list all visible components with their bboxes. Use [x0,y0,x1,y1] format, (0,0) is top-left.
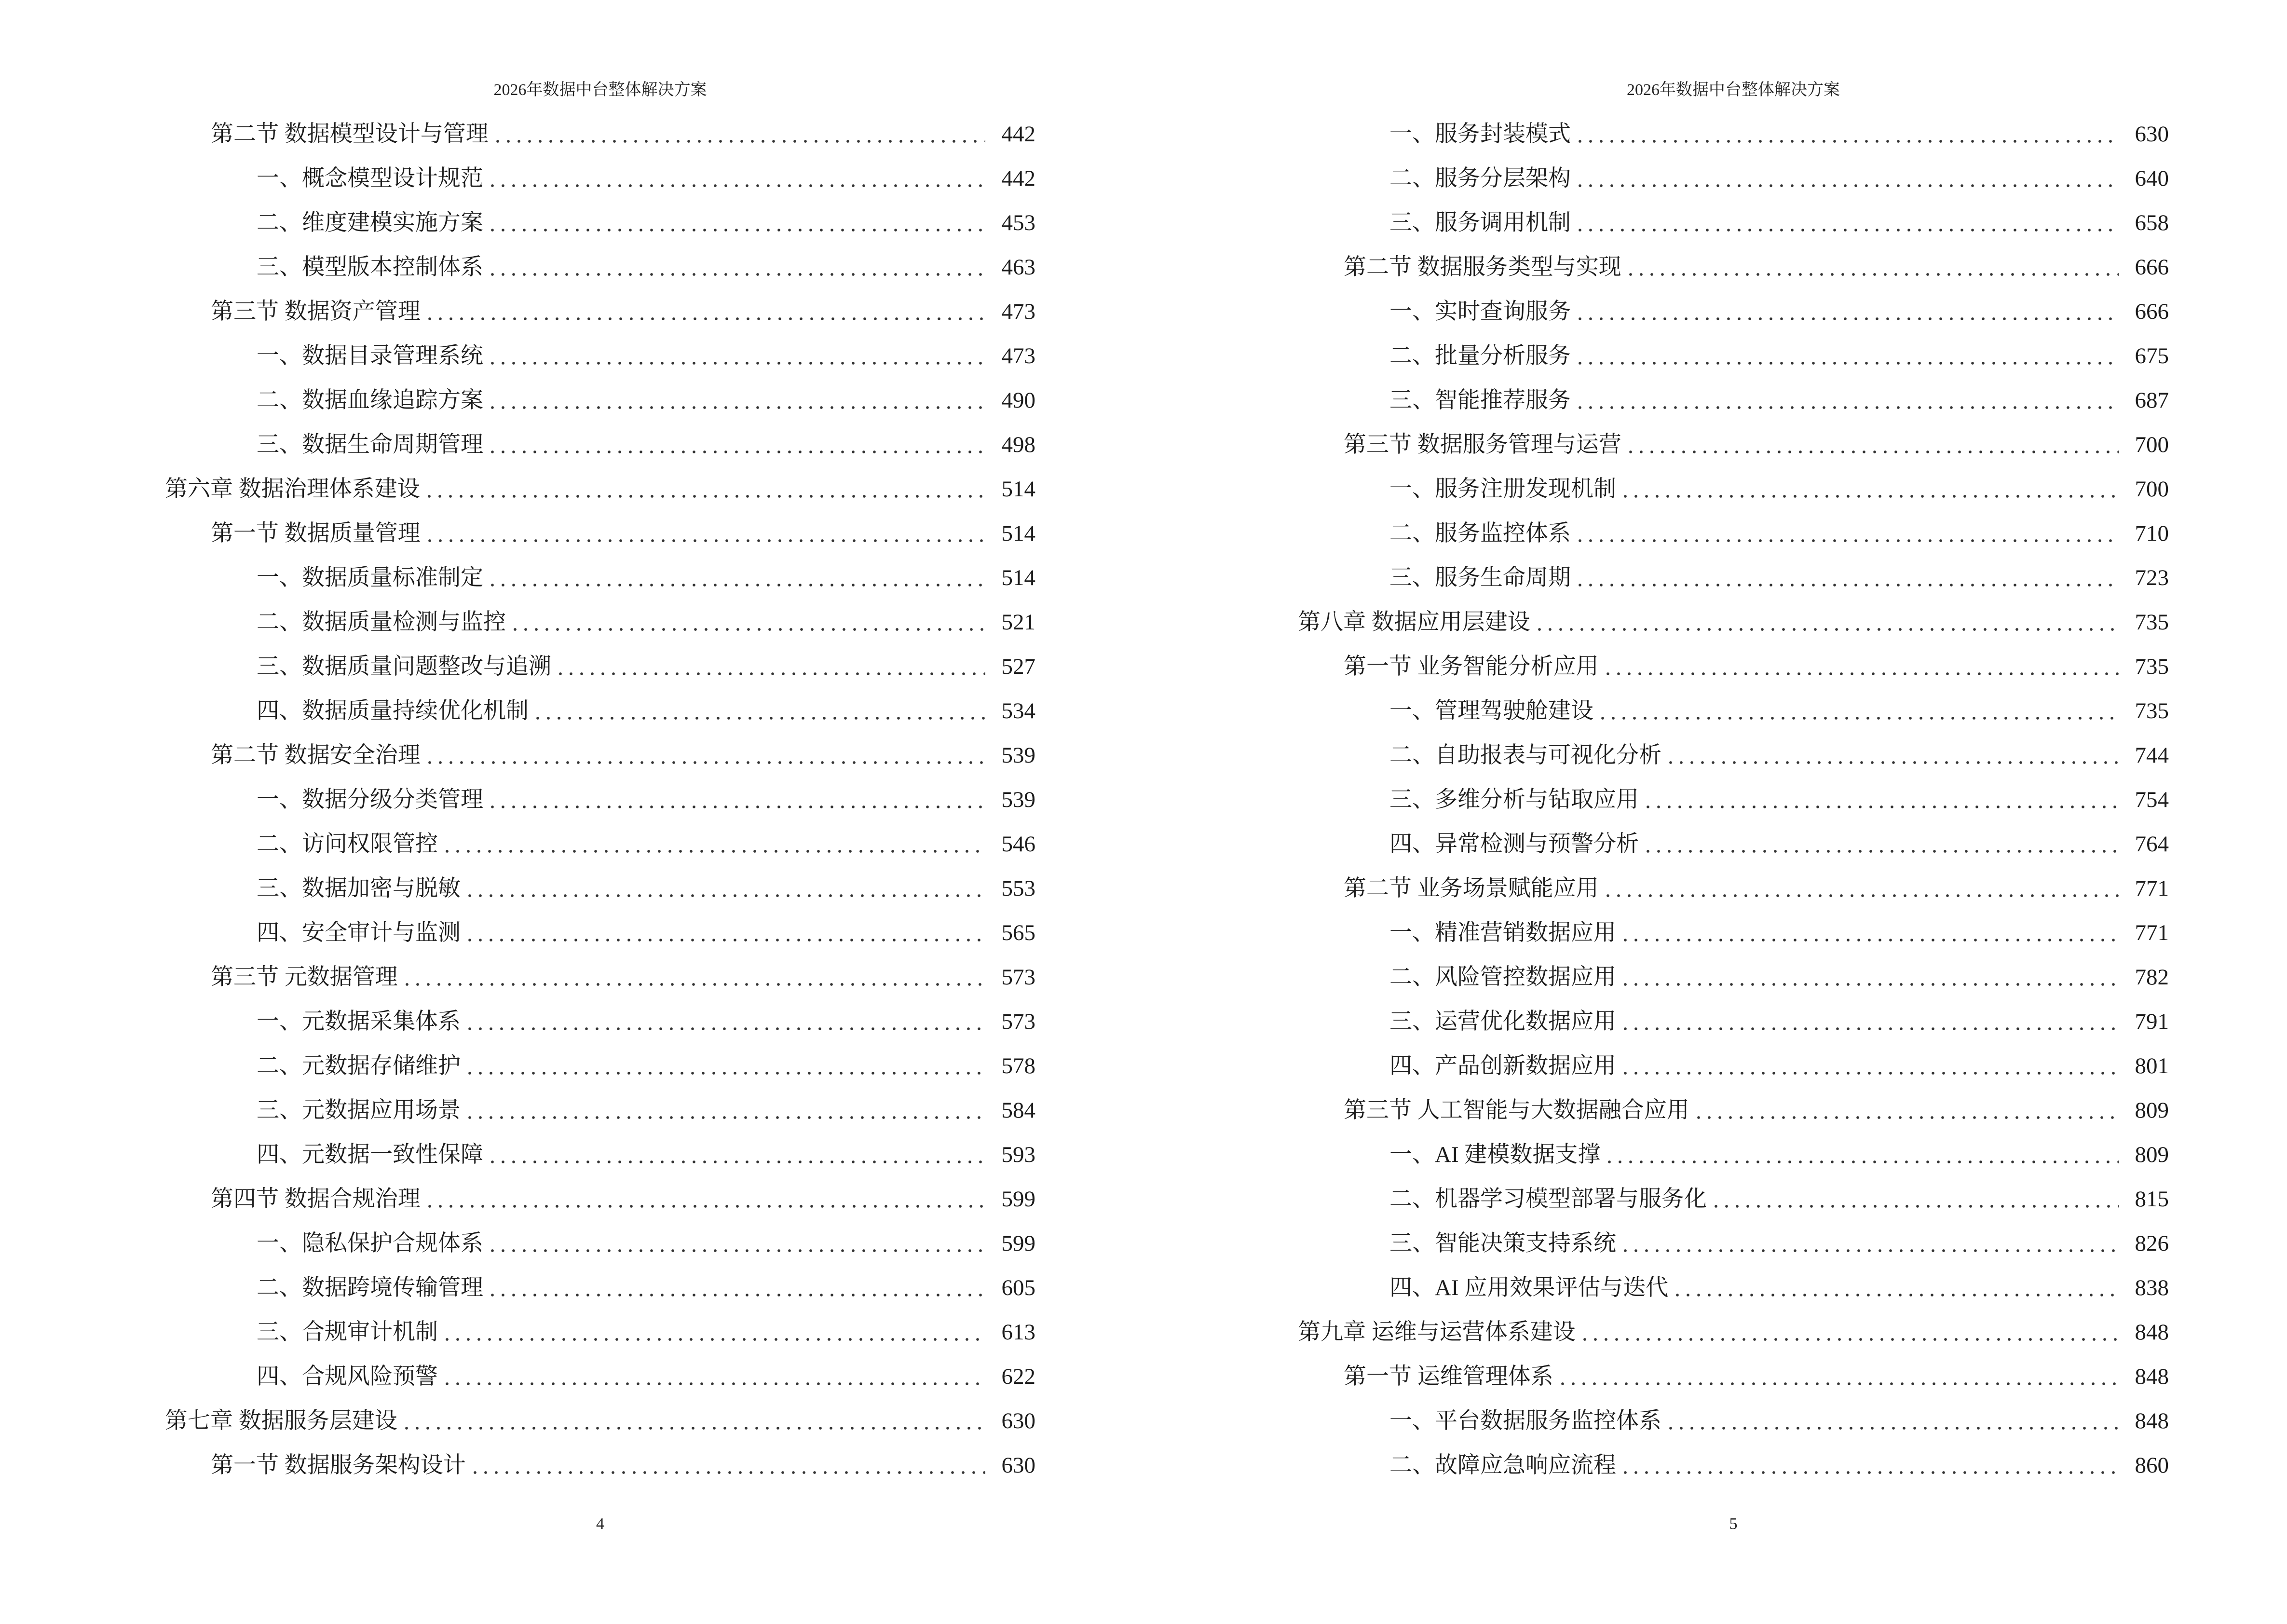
toc-entry-label: 三、模型版本控制体系 [257,255,483,280]
toc-dot-leader [491,156,985,201]
toc-dot-leader [536,689,985,733]
toc-entry [165,378,1035,423]
toc-entry-label: 三、运营优化数据应用 [1389,1009,1616,1034]
toc-entry-page-number: 546 [1001,832,1035,857]
toc-dot-leader [1629,423,2119,467]
toc-entry-label: 三、服务调用机制 [1389,210,1571,235]
toc-dot-leader [491,1133,985,1177]
toc-entry-label: 四、安全审计与监测 [257,920,461,945]
toc-entry-page-number: 687 [2135,388,2169,413]
running-header: 2026年数据中台整体解决方案 [493,81,707,99]
toc-entry [1298,156,2169,201]
toc-entry-page-number: 565 [1001,920,1035,945]
toc-dot-leader [1583,1310,2119,1354]
toc-entry [165,911,1035,955]
toc-dot-leader [1624,955,2119,999]
toc-dot-leader [1647,778,2119,822]
toc-entry [165,1310,1035,1354]
toc-dot-leader [491,423,985,467]
toc-dot-leader [1697,1088,2119,1133]
toc-entry [1298,112,2169,156]
toc-entry [165,955,1035,999]
toc-entry [165,1044,1035,1088]
toc-entry-page-number: 630 [1001,1408,1035,1433]
toc-dot-leader [1624,1443,2119,1488]
toc-entry-page-number: 640 [2135,166,2169,191]
toc-entry-label: 一、隐私保护合规体系 [257,1231,483,1256]
toc-entry [165,644,1035,689]
toc-entry-page-number: 735 [2135,610,2169,635]
toc-entry [165,822,1035,866]
toc-entry-page-number: 809 [2135,1098,2169,1123]
toc-dot-leader [559,644,985,689]
toc-entry-label: 第二节 数据安全治理 [211,743,421,768]
toc-entry-page-number: 521 [1001,610,1035,635]
toc-dot-leader [428,733,985,778]
toc-entry [1298,378,2169,423]
toc-entry-label: 二、元数据存储维护 [257,1053,461,1078]
toc-entry-label: 三、数据加密与脱敏 [257,876,461,901]
toc-entry-label: 二、访问权限管控 [257,832,438,857]
toc-entry-page-number: 622 [1001,1364,1035,1389]
toc-dot-leader [1624,999,2119,1044]
toc-dot-leader [1601,689,2119,733]
toc-entry [1298,1088,2169,1133]
page-number-footer: 4 [596,1515,604,1533]
toc-entry-label: 三、服务生命周期 [1389,565,1571,590]
toc-entry [1298,1266,2169,1310]
toc-dot-leader [1669,1399,2119,1443]
toc-dot-leader [1606,644,2119,689]
toc-entry-page-number: 630 [1001,1453,1035,1478]
toc-entry-page-number: 514 [1001,477,1035,502]
toc-entry [165,467,1035,511]
toc-entry-page-number: 848 [2135,1320,2169,1345]
toc-entry-label: 一、服务封装模式 [1389,122,1571,147]
toc-entry [165,201,1035,245]
toc-entry-page-number: 666 [2135,255,2169,280]
toc-entry [165,423,1035,467]
toc-entry-page-number: 723 [2135,565,2169,590]
toc-dot-leader [468,911,985,955]
toc-entry-label: 第四节 数据合规治理 [211,1187,421,1212]
toc-entry-page-number: 801 [2135,1053,2169,1078]
toc-entry-page-number: 782 [2135,965,2169,990]
toc-dot-leader [406,955,985,999]
toc-entry-page-number: 453 [1001,210,1035,235]
toc-entry-page-number: 605 [1001,1275,1035,1300]
toc-entry [1298,866,2169,911]
toc-list [1298,112,2169,1488]
toc-dot-leader [491,201,985,245]
toc-entry [1298,778,2169,822]
toc-entry-label: 三、数据质量问题整改与追溯 [257,654,551,679]
toc-entry [1298,1133,2169,1177]
toc-entry [1298,423,2169,467]
toc-dot-leader [1629,245,2119,289]
toc-dot-leader [405,1399,985,1443]
toc-entry-page-number: 860 [2135,1453,2169,1478]
toc-dot-leader [491,334,985,378]
toc-entry-label: 四、元数据一致性保障 [257,1142,483,1167]
toc-dot-leader [1715,1177,2119,1221]
toc-dot-leader [1647,822,2119,866]
toc-entry-label: 一、元数据采集体系 [257,1009,461,1034]
toc-entry-page-number: 573 [1001,965,1035,990]
toc-entry [165,1177,1035,1221]
toc-entry-label: 第一节 数据质量管理 [211,521,421,546]
toc-entry-label: 四、AI 应用效果评估与迭代 [1389,1275,1669,1300]
toc-entry-label: 第一节 数据服务架构设计 [211,1453,466,1478]
toc-entry-label: 第一节 业务智能分析应用 [1344,654,1599,679]
toc-entry-label: 三、合规审计机制 [257,1320,438,1345]
toc-entry-page-number: 534 [1001,698,1035,723]
toc-entry-label: 第三节 元数据管理 [211,965,398,990]
toc-list [165,112,1035,1488]
toc-entry-label: 第二节 数据模型设计与管理 [211,122,489,147]
toc-entry [1298,334,2169,378]
toc-entry [1298,289,2169,334]
toc-dot-leader [491,1266,985,1310]
toc-entry-page-number: 771 [2135,920,2169,945]
toc-entry-label: 三、多维分析与钻取应用 [1389,787,1639,812]
toc-entry-page-number: 771 [2135,876,2169,901]
toc-entry [165,689,1035,733]
toc-entry-label: 第三节 人工智能与大数据融合应用 [1344,1098,1689,1123]
toc-entry [165,778,1035,822]
toc-entry [165,245,1035,289]
toc-entry-label: 二、机器学习模型部署与服务化 [1389,1187,1707,1212]
toc-entry-label: 二、数据质量检测与监控 [257,610,506,635]
toc-entry-page-number: 700 [2135,477,2169,502]
toc-entry-label: 第九章 运维与运营体系建设 [1298,1320,1576,1345]
toc-dot-leader [446,1310,985,1354]
toc-entry-page-number: 473 [1001,299,1035,324]
toc-entry [1298,467,2169,511]
toc-entry [1298,1177,2169,1221]
toc-entry-page-number: 553 [1001,876,1035,901]
toc-entry-label: 一、数据目录管理系统 [257,343,483,368]
toc-entry [165,1399,1035,1443]
toc-dot-leader [496,112,985,156]
toc-entry-label: 一、平台数据服务监控体系 [1389,1408,1661,1433]
toc-entry-page-number: 593 [1001,1142,1035,1167]
toc-dot-leader [491,778,985,822]
toc-entry-label: 二、批量分析服务 [1389,343,1571,368]
toc-entry [165,511,1035,556]
toc-entry-label: 第七章 数据服务层建设 [165,1408,397,1433]
toc-entry-label: 三、数据生命周期管理 [257,432,483,457]
toc-dot-leader [468,999,985,1044]
toc-entry-label: 三、智能决策支持系统 [1389,1231,1616,1256]
page-right [1144,0,2287,1624]
toc-entry-page-number: 584 [1001,1098,1035,1123]
toc-entry [165,156,1035,201]
toc-dot-leader [1579,201,2119,245]
toc-entry [1298,600,2169,644]
toc-entry-page-number: 463 [1001,255,1035,280]
toc-entry-label: 一、数据分级分类管理 [257,787,483,812]
toc-entry-page-number: 490 [1001,388,1035,413]
toc-entry-page-number: 754 [2135,787,2169,812]
toc-entry-page-number: 442 [1001,166,1035,191]
toc-entry [165,556,1035,600]
toc-entry [1298,689,2169,733]
toc-entry [165,334,1035,378]
toc-entry-page-number: 514 [1001,565,1035,590]
toc-dot-leader [1624,467,2119,511]
toc-entry [1298,955,2169,999]
toc-entry [165,289,1035,334]
toc-entry-label: 三、智能推荐服务 [1389,388,1571,413]
toc-entry [1298,644,2169,689]
toc-dot-leader [428,511,985,556]
toc-entry-label: 二、故障应急响应流程 [1389,1453,1616,1478]
toc-entry-page-number: 658 [2135,210,2169,235]
toc-entry [165,1133,1035,1177]
toc-dot-leader [1579,556,2119,600]
toc-entry-label: 四、产品创新数据应用 [1389,1053,1616,1078]
toc-dot-leader [491,556,985,600]
toc-entry-page-number: 744 [2135,743,2169,768]
toc-entry-label: 二、数据跨境传输管理 [257,1275,483,1300]
page-number-footer: 5 [1729,1515,1738,1533]
toc-entry-page-number: 809 [2135,1142,2169,1167]
toc-entry-page-number: 700 [2135,432,2169,457]
toc-dot-leader [1579,156,2119,201]
toc-entry-label: 第三节 数据资产管理 [211,299,421,324]
toc-entry-page-number: 815 [2135,1187,2169,1212]
toc-entry-page-number: 666 [2135,299,2169,324]
toc-dot-leader [1624,911,2119,955]
toc-dot-leader [1624,1044,2119,1088]
toc-entry-label: 第一节 运维管理体系 [1344,1364,1553,1389]
toc-entry [1298,733,2169,778]
toc-dot-leader [491,378,985,423]
toc-entry [1298,1044,2169,1088]
toc-entry [1298,911,2169,955]
toc-dot-leader [446,822,985,866]
toc-entry [1298,1221,2169,1266]
toc-entry-label: 一、数据质量标准制定 [257,565,483,590]
toc-entry-page-number: 539 [1001,787,1035,812]
toc-entry [1298,201,2169,245]
toc-dot-leader [1538,600,2119,644]
toc-entry-label: 一、服务注册发现机制 [1389,477,1616,502]
toc-entry-label: 二、服务分层架构 [1389,166,1571,191]
toc-entry-label: 二、风险管控数据应用 [1389,965,1616,990]
toc-entry-label: 一、AI 建模数据支撑 [1389,1142,1601,1167]
toc-entry-label: 二、自助报表与可视化分析 [1389,743,1661,768]
toc-entry-label: 一、管理驾驶舱建设 [1389,698,1593,723]
toc-entry [165,1266,1035,1310]
toc-entry-page-number: 539 [1001,743,1035,768]
page-content [1298,0,2169,1624]
toc-entry-label: 第六章 数据治理体系建设 [165,477,420,502]
toc-entry-page-number: 675 [2135,343,2169,368]
toc-entry-page-number: 630 [2135,122,2169,147]
toc-dot-leader [1608,1133,2118,1177]
toc-entry-label: 四、数据质量持续优化机制 [257,698,529,723]
toc-entry [165,1088,1035,1133]
toc-entry-label: 第三节 数据服务管理与运营 [1344,432,1621,457]
toc-entry-page-number: 613 [1001,1320,1035,1345]
toc-entry [1298,1399,2169,1443]
toc-entry [1298,511,2169,556]
toc-entry-label: 一、实时查询服务 [1389,299,1571,324]
toc-entry-page-number: 473 [1001,343,1035,368]
toc-entry [1298,556,2169,600]
toc-entry-label: 三、元数据应用场景 [257,1098,461,1123]
toc-entry-page-number: 578 [1001,1053,1035,1078]
toc-entry-label: 第二节 业务场景赋能应用 [1344,876,1599,901]
toc-dot-leader [491,1221,985,1266]
toc-dot-leader [474,1443,985,1488]
toc-entry-label: 二、维度建模实施方案 [257,210,483,235]
toc-entry [1298,822,2169,866]
toc-entry-page-number: 791 [2135,1009,2169,1034]
toc-entry-page-number: 848 [2135,1364,2169,1389]
toc-dot-leader [428,289,985,334]
toc-entry-page-number: 826 [2135,1231,2169,1256]
toc-entry-label: 二、数据血缘追踪方案 [257,388,483,413]
toc-entry [165,112,1035,156]
toc-entry [165,1354,1035,1399]
toc-entry [165,733,1035,778]
toc-dot-leader [468,866,985,911]
toc-dot-leader [1676,1266,2118,1310]
toc-entry-page-number: 764 [2135,832,2169,857]
toc-dot-leader [468,1088,985,1133]
toc-dot-leader [1579,289,2119,334]
running-header: 2026年数据中台整体解决方案 [1627,81,1840,99]
toc-dot-leader [514,600,985,644]
toc-dot-leader [1624,1221,2119,1266]
toc-dot-leader [491,245,985,289]
toc-dot-leader [1579,511,2119,556]
toc-entry-label: 第二节 数据服务类型与实现 [1344,255,1621,280]
toc-entry-page-number: 848 [2135,1408,2169,1433]
toc-entry [1298,1354,2169,1399]
toc-entry-page-number: 735 [2135,654,2169,679]
toc-dot-leader [1669,733,2119,778]
toc-entry-label: 四、异常检测与预警分析 [1389,832,1639,857]
toc-entry-page-number: 838 [2135,1275,2169,1300]
toc-dot-leader [446,1354,985,1399]
toc-entry [165,866,1035,911]
toc-entry [1298,1443,2169,1488]
toc-entry-page-number: 527 [1001,654,1035,679]
toc-dot-leader [1579,378,2119,423]
toc-entry [165,999,1035,1044]
toc-entry-label: 一、精准营销数据应用 [1389,920,1616,945]
toc-dot-leader [1561,1354,2119,1399]
toc-entry [1298,245,2169,289]
page-content [165,0,1035,1624]
toc-entry-page-number: 735 [2135,698,2169,723]
toc-entry-page-number: 514 [1001,521,1035,546]
toc-entry-page-number: 599 [1001,1231,1035,1256]
toc-entry [1298,999,2169,1044]
toc-entry [165,1443,1035,1488]
toc-entry-page-number: 442 [1001,122,1035,147]
toc-entry-page-number: 599 [1001,1187,1035,1212]
toc-entry [165,1221,1035,1266]
toc-entry-label: 四、合规风险预警 [257,1364,438,1389]
toc-dot-leader [1579,112,2119,156]
toc-entry-label: 第八章 数据应用层建设 [1298,610,1530,635]
toc-dot-leader [1579,334,2119,378]
toc-entry-page-number: 573 [1001,1009,1035,1034]
toc-entry [165,600,1035,644]
toc-entry-label: 一、概念模型设计规范 [257,166,483,191]
toc-dot-leader [1606,866,2119,911]
toc-entry-label: 二、服务监控体系 [1389,521,1571,546]
toc-dot-leader [468,1044,985,1088]
toc-entry-page-number: 710 [2135,521,2169,546]
toc-entry [1298,1310,2169,1354]
toc-dot-leader [428,467,985,511]
toc-dot-leader [428,1177,985,1221]
toc-entry-page-number: 498 [1001,432,1035,457]
